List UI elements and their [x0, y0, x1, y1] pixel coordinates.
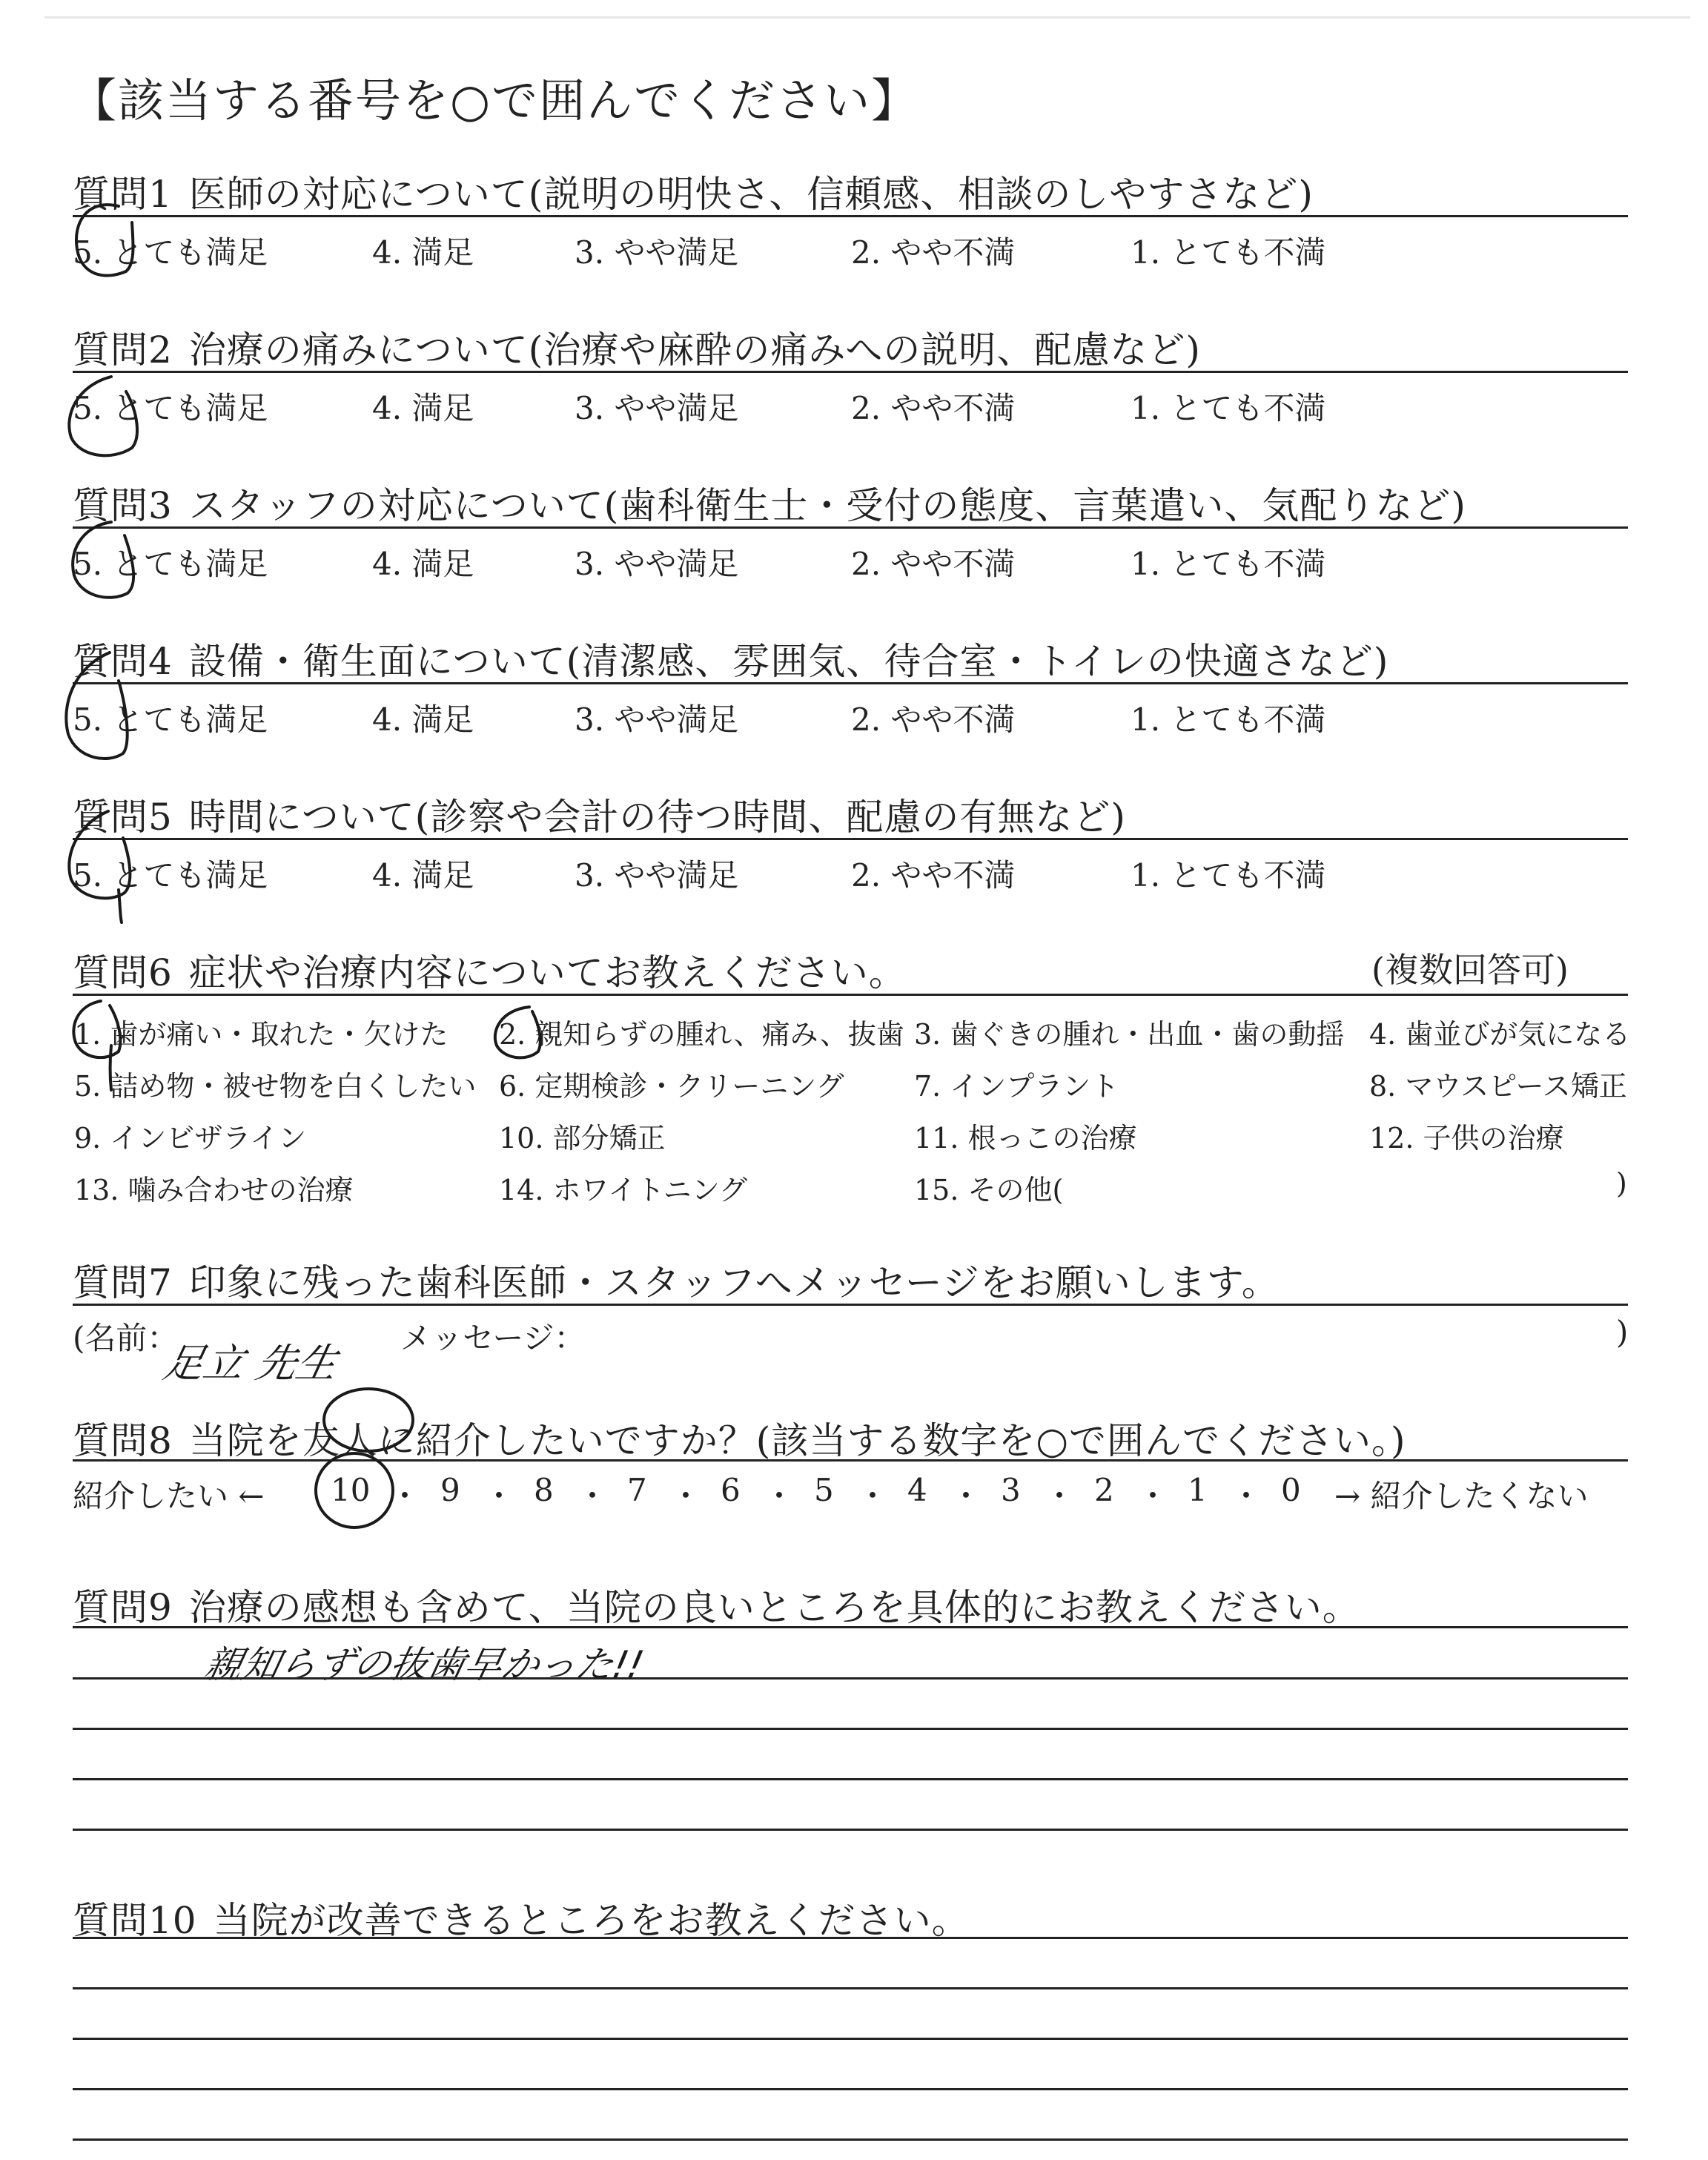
scale-3[interactable]: 3 [1001, 1472, 1021, 1508]
symptom-option-4[interactable]: 4. 歯並びが気になる [1369, 1018, 1631, 1051]
question-text: スタッフの対応について(歯科衛生士・受付の態度、言葉遣い、気配りなど) [188, 484, 1466, 527]
scale-7[interactable]: 7 [627, 1472, 647, 1508]
rating-option-1[interactable]: 1. とても不満 [1131, 857, 1326, 894]
symptom-option-10[interactable]: 10. 部分矯正 [499, 1122, 666, 1155]
symptom-option-7[interactable]: 7. インプラント [914, 1070, 1119, 1103]
scale-1[interactable]: 1 [1188, 1472, 1208, 1508]
recommend-left-label: 紹介したい ← [73, 1478, 265, 1514]
message-label: メッセージ： [400, 1320, 586, 1356]
rating-option-2[interactable]: 2. やや不満 [851, 390, 1016, 426]
rating-option-4[interactable]: 4. 満足 [372, 701, 474, 738]
scale-separator: ・ [1231, 1478, 1262, 1514]
message-close-paren: ) [1616, 1314, 1629, 1350]
rating-option-5[interactable]: 5. とても満足 [73, 857, 268, 894]
answer-line [73, 1778, 1628, 1780]
scale-separator: ・ [1044, 1478, 1076, 1514]
question-number: 質問4 [73, 640, 173, 683]
rating-option-2[interactable]: 2. やや不満 [851, 857, 1016, 894]
question-5 [73, 787, 1126, 841]
handwritten-answer[interactable]: 親知らずの抜歯早かった!! [200, 1643, 648, 1686]
recommend-right-label: → 紹介したくない [1334, 1478, 1589, 1514]
question-text: 印象に残った歯科医師・スタッフへメッセージをお願いします。 [188, 1261, 1280, 1304]
question-number: 質問10 [73, 1899, 197, 1942]
symptom-option-5[interactable]: 5. 詰め物・被せ物を白くしたい [74, 1070, 477, 1103]
answer-line [73, 1677, 1628, 1680]
question-text: 当院を友人に紹介したいですか？(該当する数字を○で囲んでください。) [188, 1419, 1406, 1462]
scale-separator: ・ [950, 1478, 982, 1514]
scale-0[interactable]: 0 [1281, 1472, 1301, 1508]
rating-option-3[interactable]: 3. やや満足 [575, 857, 739, 894]
question-text: 治療の痛みについて(治療や麻酔の痛みへの説明、配慮など) [188, 328, 1201, 371]
symptom-option-9[interactable]: 9. インビザライン [74, 1122, 307, 1155]
question-number: 質問7 [73, 1261, 173, 1304]
question-rule [73, 1304, 1628, 1306]
symptom-option-1[interactable]: 1. 歯が痛い・取れた・欠けた [74, 1018, 448, 1051]
question-7 [73, 1253, 1280, 1307]
answer-line [73, 1829, 1628, 1831]
answer-line [73, 2088, 1628, 2090]
symptom-option-11[interactable]: 11. 根っこの治療 [914, 1122, 1137, 1155]
question-rule [73, 994, 1628, 996]
question-text: 設備・衛生面について(清潔感、雰囲気、待合室・トイレの快適さなど) [188, 640, 1389, 683]
question-number: 質問5 [73, 796, 173, 839]
symptom-option-14[interactable]: 14. ホワイトニング [499, 1174, 748, 1206]
rating-option-1[interactable]: 1. とても不満 [1131, 546, 1326, 582]
question-number: 質問1 [73, 173, 173, 216]
answer-line [73, 1987, 1628, 1989]
question-text: 症状や治療内容についてお教えください。 [188, 951, 907, 994]
rating-option-3[interactable]: 3. やや満足 [575, 701, 739, 738]
question-3 [73, 476, 1466, 529]
instruction-heading: 【該当する番号を○で囲んでください】 [70, 73, 919, 128]
question-number: 質問6 [73, 951, 173, 994]
handwritten-name[interactable]: 足立 先生 [159, 1340, 342, 1387]
rating-option-3[interactable]: 3. やや満足 [575, 234, 739, 271]
question-number: 質問8 [73, 1419, 173, 1462]
scale-separator: ・ [389, 1478, 421, 1514]
symptom-option-8[interactable]: 8. マウスピース矯正 [1369, 1070, 1627, 1103]
rating-option-5[interactable]: 5. とても満足 [73, 390, 268, 426]
question-rule [73, 682, 1628, 684]
answer-line [73, 1626, 1628, 1628]
symptom-option-2[interactable]: 2. 親知らずの腫れ、痛み、抜歯 [499, 1018, 904, 1051]
rating-option-3[interactable]: 3. やや満足 [575, 546, 739, 582]
scale-10[interactable]: 10 [331, 1472, 371, 1508]
question-9 [73, 1578, 1360, 1631]
scale-separator: ・ [857, 1478, 889, 1514]
multiple-answer-note: (複数回答可) [1371, 950, 1569, 990]
answer-line [73, 1728, 1628, 1730]
question-number: 質問9 [73, 1586, 173, 1629]
scale-9[interactable]: 9 [440, 1472, 460, 1508]
rating-option-5[interactable]: 5. とても満足 [73, 234, 268, 271]
name-label: (名前： [73, 1320, 179, 1356]
rating-option-3[interactable]: 3. やや満足 [575, 390, 739, 426]
scale-6[interactable]: 6 [721, 1472, 741, 1508]
top-edge-line [44, 16, 1690, 19]
symptom-option-3[interactable]: 3. 歯ぐきの腫れ・出血・歯の動揺 [914, 1018, 1345, 1051]
question-6 [73, 943, 907, 997]
question-text: 治療の感想も含めて、当院の良いところを具体的にお教えください。 [188, 1586, 1360, 1629]
scale-separator: ・ [764, 1478, 795, 1514]
scale-separator: ・ [670, 1478, 702, 1514]
question-rule [73, 371, 1628, 373]
scale-4[interactable]: 4 [907, 1472, 927, 1508]
answer-line [73, 2138, 1628, 2141]
scale-2[interactable]: 2 [1094, 1472, 1114, 1508]
question-rule [73, 526, 1628, 529]
scale-separator: ・ [1137, 1478, 1169, 1514]
rating-option-5[interactable]: 5. とても満足 [73, 546, 268, 582]
rating-option-2[interactable]: 2. やや不満 [851, 234, 1016, 271]
rating-option-4[interactable]: 4. 満足 [372, 857, 474, 894]
question-1 [73, 165, 1314, 218]
scale-separator: ・ [577, 1478, 609, 1514]
scale-8[interactable]: 8 [534, 1472, 554, 1508]
question-4 [73, 632, 1388, 685]
question-rule [73, 1459, 1628, 1462]
rating-option-1[interactable]: 1. とても不満 [1131, 234, 1326, 271]
question-text: 医師の対応について(説明の明快さ、信頼感、相談のしやすさなど) [188, 173, 1314, 216]
question-text: 時間について(診察や会計の待つ時間、配慮の有無など) [188, 796, 1126, 839]
answer-line [73, 1937, 1628, 1939]
scale-5[interactable]: 5 [814, 1472, 834, 1508]
question-2 [73, 320, 1201, 374]
question-rule [73, 215, 1628, 217]
rating-option-1[interactable]: 1. とても不満 [1131, 701, 1326, 738]
rating-option-4[interactable]: 4. 満足 [372, 234, 474, 271]
symptom-option-6[interactable]: 6. 定期検診・クリーニング [499, 1070, 844, 1103]
answer-line [73, 2038, 1628, 2040]
question-rule [73, 838, 1628, 840]
symptom-option-13[interactable]: 13. 噛み合わせの治療 [74, 1174, 354, 1206]
symptom-option-15-other[interactable]: 15. その他( [914, 1174, 1064, 1206]
rating-option-5[interactable]: 5. とても満足 [73, 701, 268, 738]
other-close-paren: ) [1616, 1167, 1627, 1200]
rating-option-4[interactable]: 4. 満足 [372, 546, 474, 582]
rating-option-1[interactable]: 1. とても不満 [1131, 390, 1326, 426]
rating-option-2[interactable]: 2. やや不満 [851, 701, 1016, 738]
rating-option-2[interactable]: 2. やや不満 [851, 546, 1016, 582]
rating-option-4[interactable]: 4. 満足 [372, 390, 474, 426]
question-number: 質問3 [73, 484, 173, 527]
scale-separator: ・ [483, 1478, 515, 1514]
symptom-option-12[interactable]: 12. 子供の治療 [1369, 1122, 1564, 1155]
question-8 [73, 1411, 1406, 1464]
question-text: 当院が改善できるところをお教えください。 [213, 1899, 970, 1942]
question-number: 質問2 [73, 328, 173, 371]
